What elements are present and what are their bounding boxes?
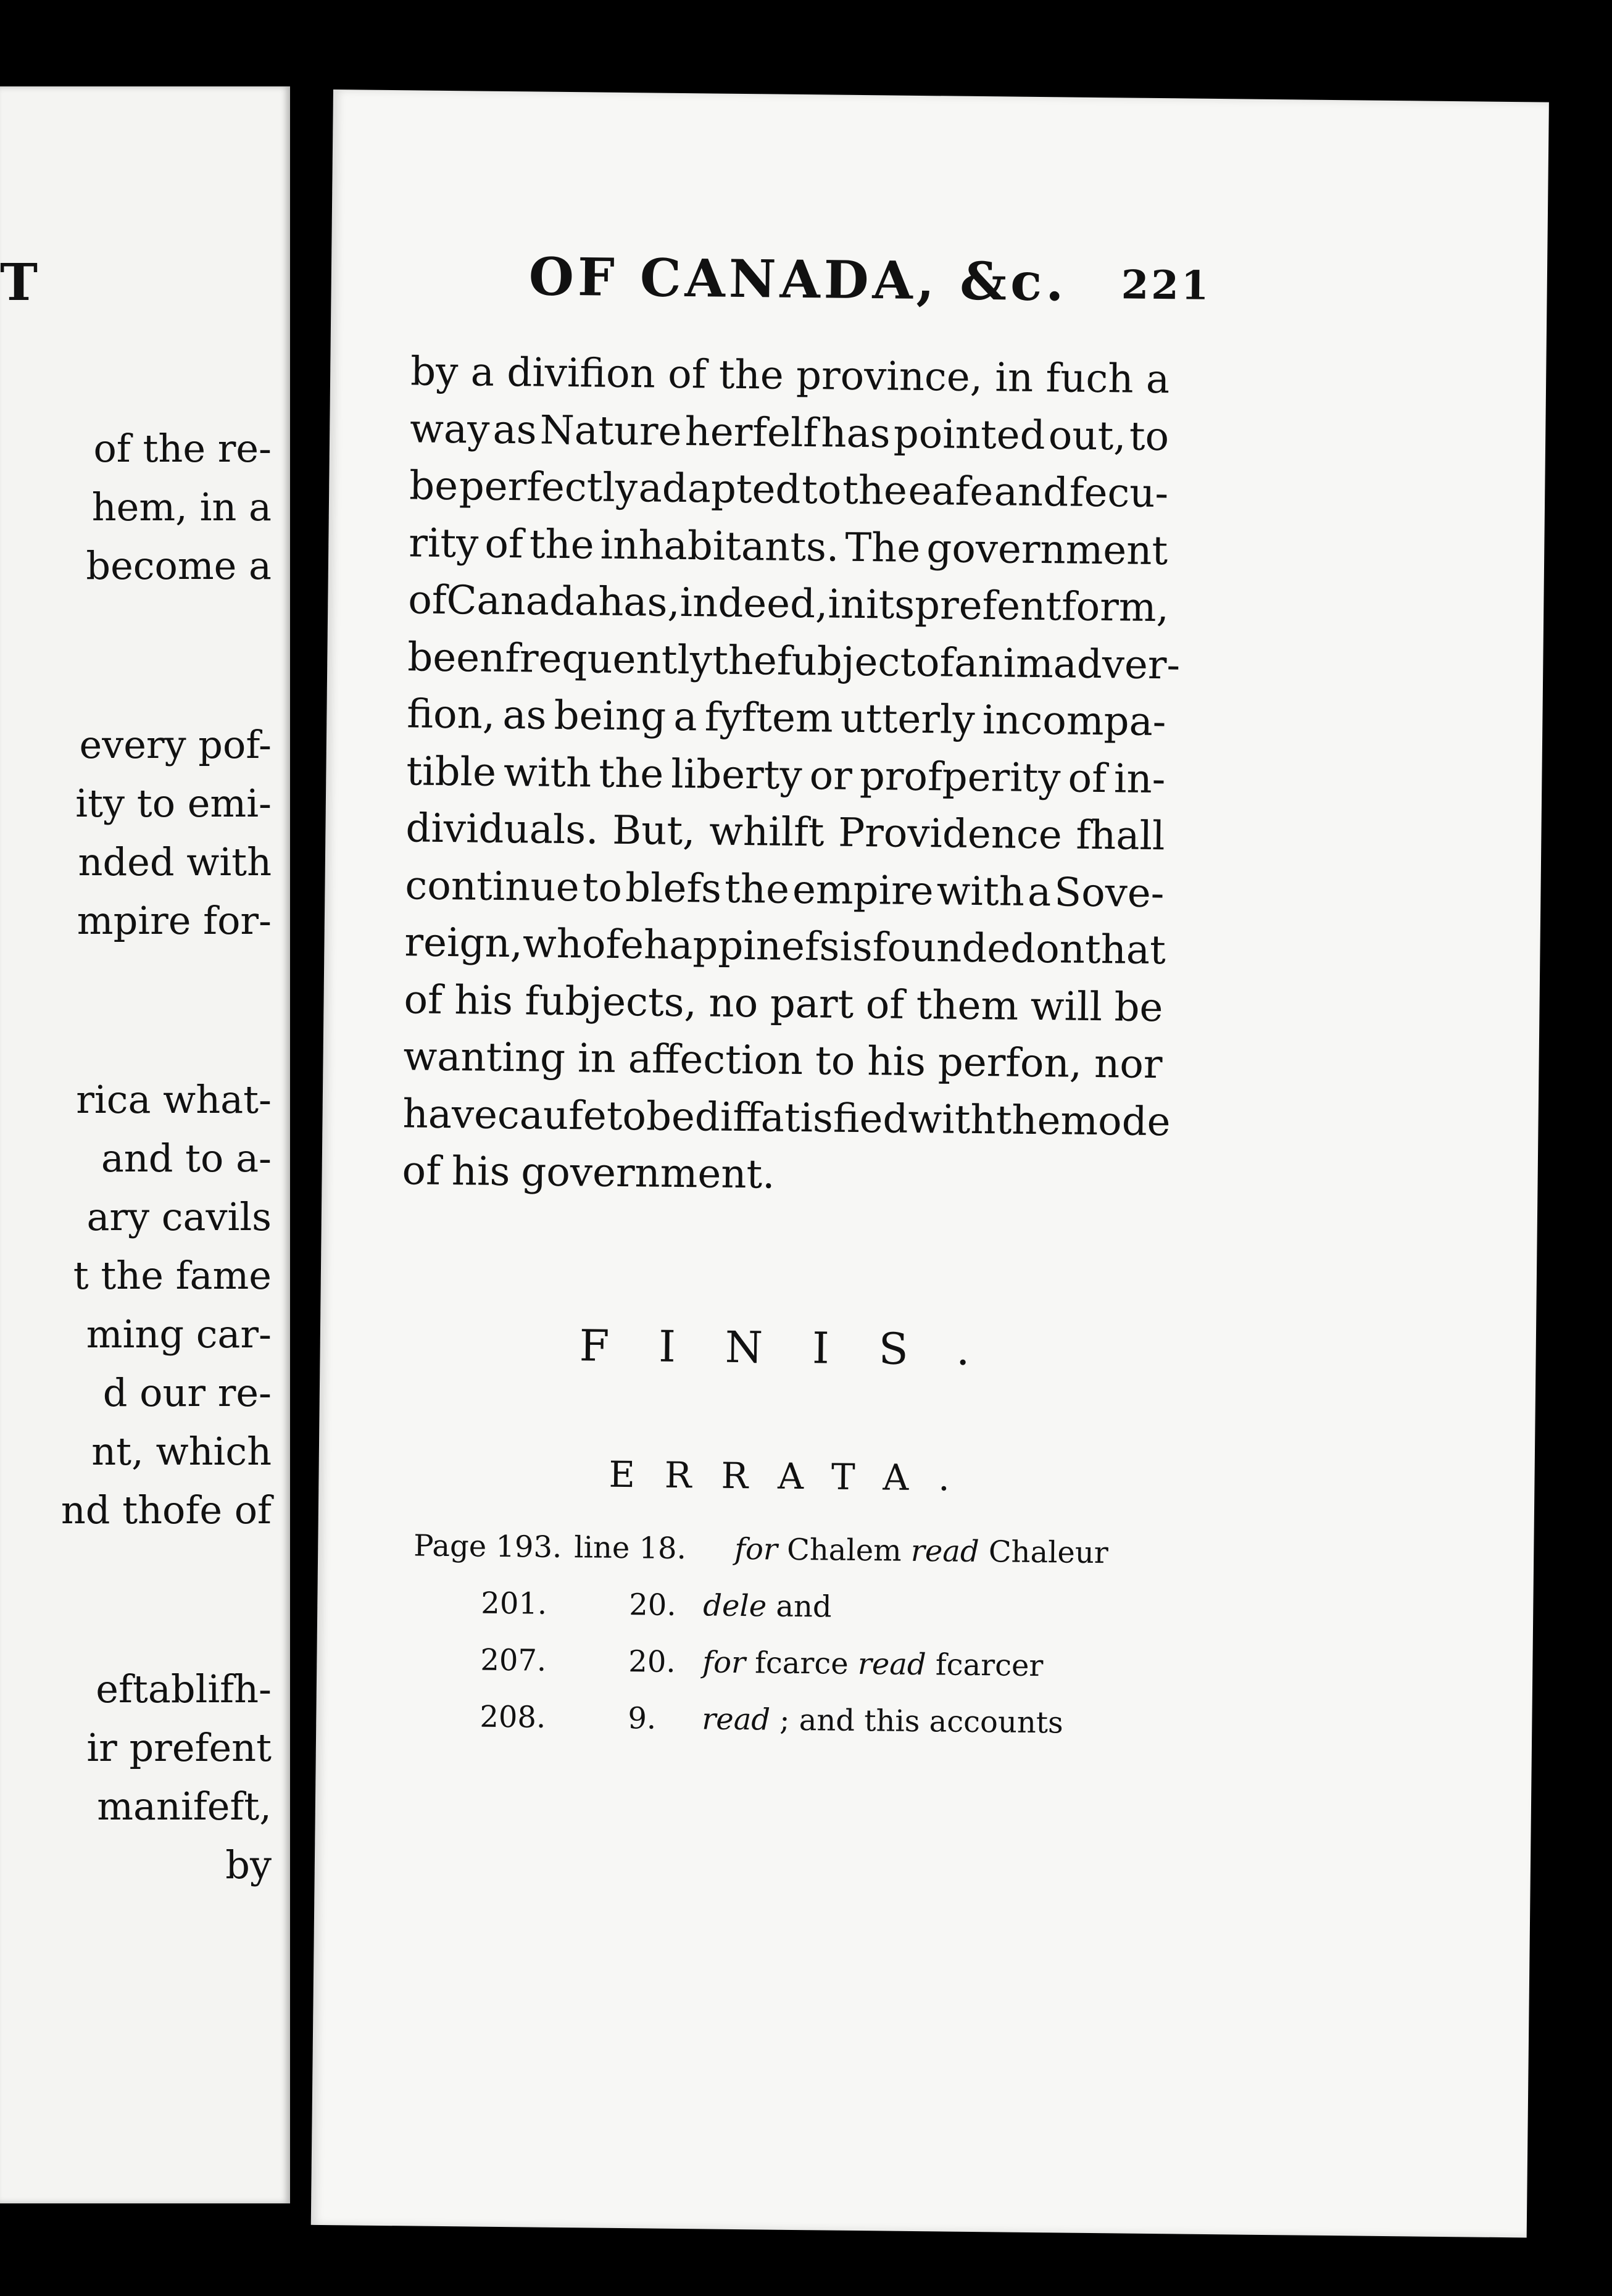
word: perfon, bbox=[937, 1039, 1082, 1087]
facing-page-line: hem, in a bbox=[91, 485, 272, 530]
word: wanting bbox=[403, 1034, 566, 1082]
errata-list bbox=[412, 1528, 1109, 1762]
word: the bbox=[529, 521, 594, 568]
word: in bbox=[577, 1036, 617, 1082]
body-line bbox=[403, 1028, 1163, 1093]
book-page bbox=[311, 89, 1549, 2237]
word: mode bbox=[1060, 1097, 1171, 1145]
word: government. bbox=[521, 1149, 775, 1198]
word: a bbox=[1027, 869, 1052, 915]
facing-page-line: mpire for- bbox=[77, 898, 272, 943]
body-line bbox=[409, 457, 1169, 522]
errata-page: 207. bbox=[480, 1642, 547, 1678]
word: inhabitants. bbox=[600, 522, 839, 571]
word: that bbox=[1084, 926, 1166, 974]
errata-correction bbox=[703, 1588, 832, 1624]
word: them bbox=[916, 982, 1019, 1029]
word: of bbox=[1068, 755, 1107, 802]
word: blefs bbox=[625, 865, 722, 912]
errata-line: 20. bbox=[628, 1644, 676, 1679]
word: dividuals. bbox=[405, 805, 599, 854]
word: being bbox=[554, 693, 667, 740]
word: nor bbox=[1094, 1041, 1163, 1088]
word: as bbox=[502, 692, 547, 739]
word: be bbox=[646, 1093, 696, 1140]
facing-page-line: nd thofe of bbox=[60, 1487, 272, 1533]
word: divifion bbox=[506, 349, 656, 397]
word: province, bbox=[796, 352, 983, 401]
word: or bbox=[809, 752, 853, 799]
word: a bbox=[1145, 356, 1170, 403]
word: to bbox=[582, 864, 623, 911]
word: with bbox=[936, 868, 1025, 915]
body-line bbox=[407, 629, 1181, 694]
body-line bbox=[409, 515, 1168, 580]
errata-correction bbox=[734, 1532, 1108, 1570]
word: Canada bbox=[446, 577, 599, 625]
word: a bbox=[470, 349, 495, 396]
word: of bbox=[404, 976, 443, 1023]
facing-page-line: manifeft, bbox=[97, 1784, 272, 1829]
word: his bbox=[451, 1149, 510, 1196]
finis-heading: FINIS. bbox=[579, 1320, 1020, 1376]
errata-text: Chaleur bbox=[979, 1534, 1109, 1571]
word: Nature bbox=[539, 407, 682, 455]
word: fubjects, bbox=[525, 978, 697, 1026]
word: fhall bbox=[1076, 812, 1165, 860]
word: and bbox=[994, 469, 1069, 516]
word: whilft bbox=[708, 809, 825, 856]
word: herfelf bbox=[684, 409, 818, 456]
errata-page: Page 193. bbox=[413, 1528, 562, 1565]
word: part bbox=[770, 980, 854, 1028]
facing-page-line: ity to emi- bbox=[75, 781, 272, 826]
word: a bbox=[673, 694, 697, 741]
word: of bbox=[402, 1148, 441, 1194]
word: fuch bbox=[1045, 356, 1134, 402]
word: the bbox=[599, 751, 664, 797]
word: be bbox=[409, 463, 459, 510]
word: the bbox=[995, 1097, 1061, 1144]
facing-page-line: every pof- bbox=[79, 722, 272, 767]
word: out, bbox=[1048, 412, 1127, 459]
body-line bbox=[406, 743, 1166, 808]
word: of bbox=[667, 351, 707, 398]
facing-page-line: and to a- bbox=[101, 1136, 272, 1181]
word: in bbox=[828, 581, 866, 628]
errata-action: for bbox=[702, 1645, 746, 1681]
word: of bbox=[484, 521, 524, 567]
word: fion, bbox=[407, 691, 496, 738]
errata-action: read bbox=[910, 1533, 979, 1570]
word: the bbox=[718, 352, 784, 399]
word: happinefs bbox=[643, 922, 840, 970]
word: reign, bbox=[404, 920, 523, 967]
word: perfectly bbox=[459, 464, 638, 512]
facing-page-line: ming car- bbox=[86, 1312, 272, 1357]
word: been bbox=[407, 634, 505, 681]
body-line bbox=[402, 1142, 1161, 1207]
word: to bbox=[801, 467, 842, 514]
body-line bbox=[404, 914, 1164, 979]
word: fecu- bbox=[1069, 470, 1169, 517]
word: Sove- bbox=[1053, 869, 1165, 917]
word: caufe bbox=[497, 1092, 607, 1139]
word: his bbox=[454, 977, 513, 1024]
word: has, bbox=[597, 579, 681, 626]
word: of bbox=[865, 981, 905, 1028]
word: of bbox=[407, 577, 447, 623]
word: fubject bbox=[776, 638, 916, 686]
errata-correction bbox=[702, 1645, 1044, 1683]
word: frequently bbox=[504, 635, 713, 683]
errata-text: Chalem bbox=[777, 1532, 912, 1568]
errata-heading: ERRATA. bbox=[609, 1453, 980, 1500]
word: will bbox=[1030, 983, 1103, 1030]
facing-page-line: nded with bbox=[78, 839, 272, 884]
errata-text: and bbox=[766, 1589, 832, 1624]
errata-action: read bbox=[702, 1702, 771, 1737]
facing-page-header-fragment: T bbox=[0, 253, 39, 312]
word: diffatisfied bbox=[694, 1094, 908, 1142]
errata-action: read bbox=[857, 1647, 926, 1682]
word: of bbox=[915, 639, 955, 686]
word: adapted bbox=[638, 465, 801, 513]
word: to bbox=[815, 1038, 855, 1084]
word: in bbox=[995, 355, 1034, 401]
word: continue bbox=[405, 862, 580, 910]
facing-page-line: of the re- bbox=[93, 426, 272, 471]
word: has bbox=[820, 410, 891, 457]
facing-page-line: ir prefent bbox=[86, 1725, 272, 1770]
word: liberty bbox=[670, 751, 802, 799]
word: prefent bbox=[914, 582, 1062, 630]
errata-correction bbox=[702, 1702, 1063, 1740]
word: empire bbox=[792, 867, 934, 914]
body-line bbox=[410, 343, 1170, 408]
body-line bbox=[405, 857, 1165, 922]
errata-text: fcarce bbox=[745, 1645, 858, 1682]
word: the bbox=[842, 467, 908, 514]
word: fyftem bbox=[704, 694, 834, 742]
errata-text: fcarcer bbox=[926, 1647, 1044, 1684]
facing-page-line: nt, which bbox=[91, 1429, 272, 1474]
errata-line: 20. bbox=[629, 1587, 676, 1623]
word: with bbox=[503, 749, 592, 796]
word: no bbox=[708, 980, 758, 1026]
word: the bbox=[712, 637, 778, 684]
word: affection bbox=[628, 1036, 804, 1084]
facing-page-line: ary cavils bbox=[86, 1194, 272, 1239]
word: But, bbox=[612, 807, 696, 855]
word: to bbox=[606, 1093, 647, 1139]
errata-line: 9. bbox=[628, 1701, 657, 1736]
word: on bbox=[1035, 926, 1086, 973]
word: have bbox=[402, 1091, 498, 1138]
body-line bbox=[410, 401, 1170, 465]
errata-action: for bbox=[734, 1531, 778, 1567]
facing-page-line: rica what- bbox=[76, 1077, 272, 1122]
word: his bbox=[866, 1039, 926, 1086]
errata-action: dele bbox=[703, 1588, 767, 1624]
word: with bbox=[908, 1096, 997, 1143]
word: animadver- bbox=[953, 640, 1181, 688]
word: utterly bbox=[840, 696, 975, 743]
word: government bbox=[926, 525, 1168, 574]
body-line bbox=[404, 971, 1163, 1036]
running-head: OF CANADA, &c. bbox=[528, 246, 1068, 313]
word: is bbox=[839, 924, 873, 971]
body-text bbox=[402, 343, 1181, 1207]
body-line bbox=[408, 572, 1168, 636]
word: to bbox=[1129, 414, 1170, 460]
word: way bbox=[409, 406, 490, 453]
word: founded bbox=[872, 925, 1036, 972]
errata-line: line 18. bbox=[573, 1530, 687, 1566]
word: the bbox=[724, 866, 790, 913]
errata-row bbox=[412, 1699, 1091, 1763]
word: indeed, bbox=[679, 580, 828, 628]
word: by bbox=[410, 349, 459, 396]
errata-row bbox=[412, 1642, 1092, 1706]
word: as bbox=[492, 407, 537, 453]
word: rity bbox=[408, 520, 479, 567]
facing-page-line: by bbox=[225, 1842, 272, 1887]
word: its bbox=[865, 582, 915, 628]
word: in- bbox=[1113, 755, 1166, 802]
facing-page-fragment bbox=[0, 86, 290, 2203]
page-number: 221 bbox=[1121, 262, 1211, 309]
errata-text: ; and this accounts bbox=[770, 1702, 1064, 1741]
facing-page-line: t the fame bbox=[73, 1253, 272, 1298]
word: pointed bbox=[893, 411, 1045, 459]
word: Providence bbox=[837, 810, 1063, 859]
word: form, bbox=[1061, 584, 1170, 631]
facing-page-line: d our re- bbox=[102, 1370, 272, 1415]
word: be bbox=[1114, 984, 1163, 1031]
facing-page-line: become a bbox=[86, 543, 272, 588]
errata-page: 208. bbox=[480, 1699, 546, 1735]
body-line bbox=[402, 1086, 1171, 1150]
word: incompa- bbox=[982, 697, 1166, 746]
errata-row bbox=[413, 1528, 1109, 1592]
facing-page-line: eftablifh- bbox=[96, 1666, 272, 1712]
word: eafe bbox=[908, 468, 994, 515]
body-line bbox=[407, 686, 1166, 751]
body-line bbox=[405, 800, 1165, 865]
errata-page: 201. bbox=[481, 1586, 547, 1621]
word: The bbox=[845, 525, 921, 572]
errata-row bbox=[413, 1585, 1092, 1649]
word: whofe bbox=[522, 921, 644, 968]
word: profperity bbox=[859, 753, 1061, 801]
word: tible bbox=[406, 748, 497, 796]
